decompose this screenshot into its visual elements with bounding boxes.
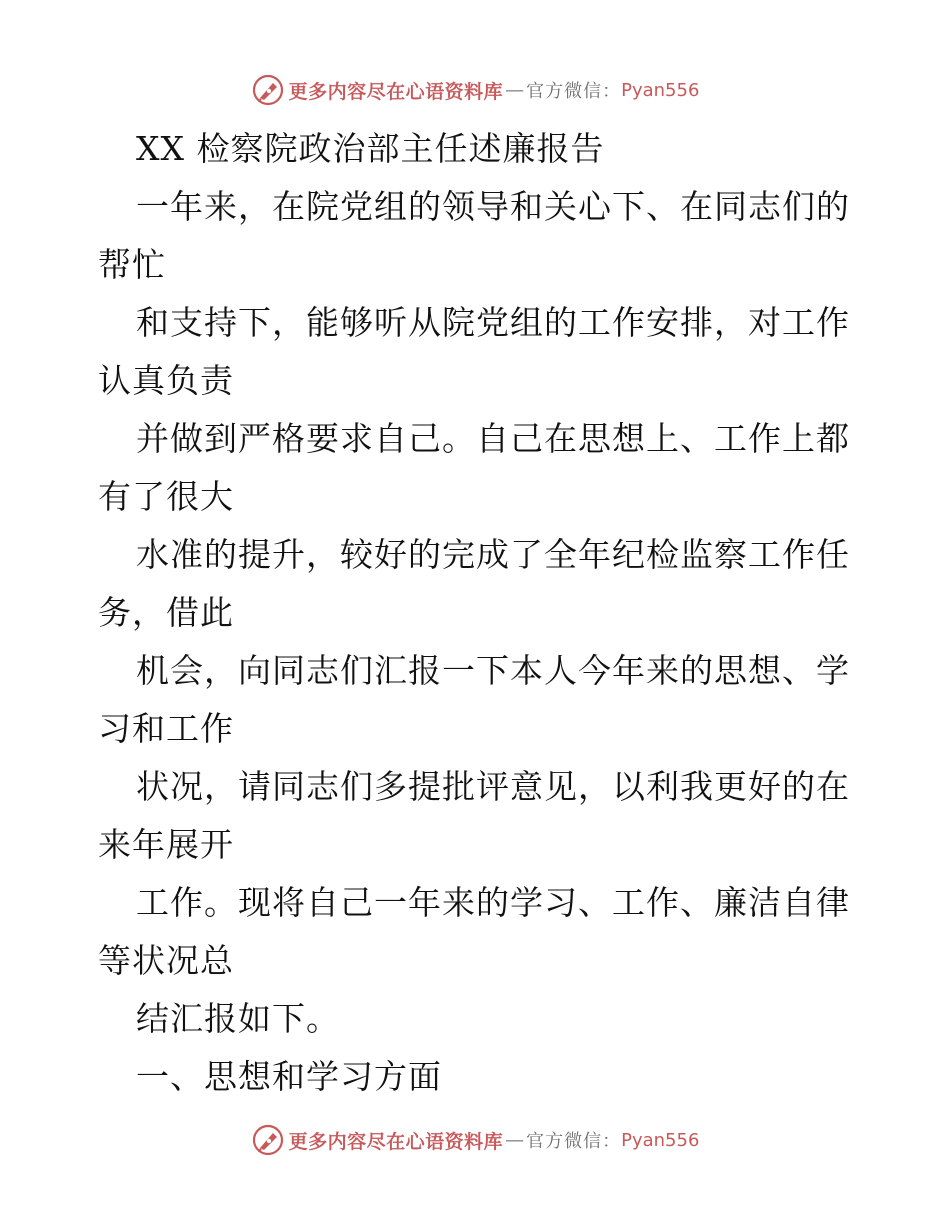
text-line: 机会，向同志们汇报一下本人今年来的思想、学 [136, 651, 850, 690]
section-heading: 一、思想和学习方面 [136, 1057, 442, 1096]
footer-banner [0, 1120, 950, 1160]
document-title: XX 检察院政治部主任述廉报告 [136, 129, 605, 168]
wechat-label: 官方微信： [526, 1131, 622, 1152]
library-text: 更多内容尽在心语资料库 [288, 80, 504, 103]
wechat-id: Pyan556 [621, 1129, 700, 1151]
text-line: 状况，请同志们多提批评意见，以利我更好的在 [136, 767, 850, 806]
header-banner [0, 70, 950, 110]
text-line: 来年展开 [98, 825, 234, 864]
text-line: 务，借此 [98, 593, 234, 632]
document-body [98, 120, 858, 1106]
text-line: 一年来，在院党组的领导和关心下、在同志们的 [136, 187, 850, 226]
pen-nib-logo-icon [251, 1123, 285, 1157]
text-line: 有了很大 [98, 477, 234, 516]
wechat-id: Pyan556 [621, 79, 700, 101]
text-line: 习和工作 [98, 709, 234, 748]
text-line: 水准的提升，较好的完成了全年纪检监察工作任 [136, 535, 850, 574]
text-line: 工作。现将自己一年来的学习、工作、廉洁自律 [136, 883, 850, 922]
banner-dash: — [505, 79, 525, 101]
pen-nib-logo-icon [251, 73, 285, 107]
text-line: 并做到严格要求自己。自己在思想上、工作上都 [136, 419, 850, 458]
library-text: 更多内容尽在心语资料库 [288, 1130, 504, 1153]
text-line: 结汇报如下。 [136, 999, 340, 1038]
text-line: 等状况总 [98, 941, 234, 980]
text-line: 和支持下，能够听从院党组的工作安排，对工作 [136, 303, 850, 342]
banner-dash: — [505, 1129, 525, 1151]
text-line: 帮忙 [98, 245, 166, 284]
wechat-label: 官方微信： [526, 81, 622, 102]
text-line: 认真负责 [98, 361, 234, 400]
